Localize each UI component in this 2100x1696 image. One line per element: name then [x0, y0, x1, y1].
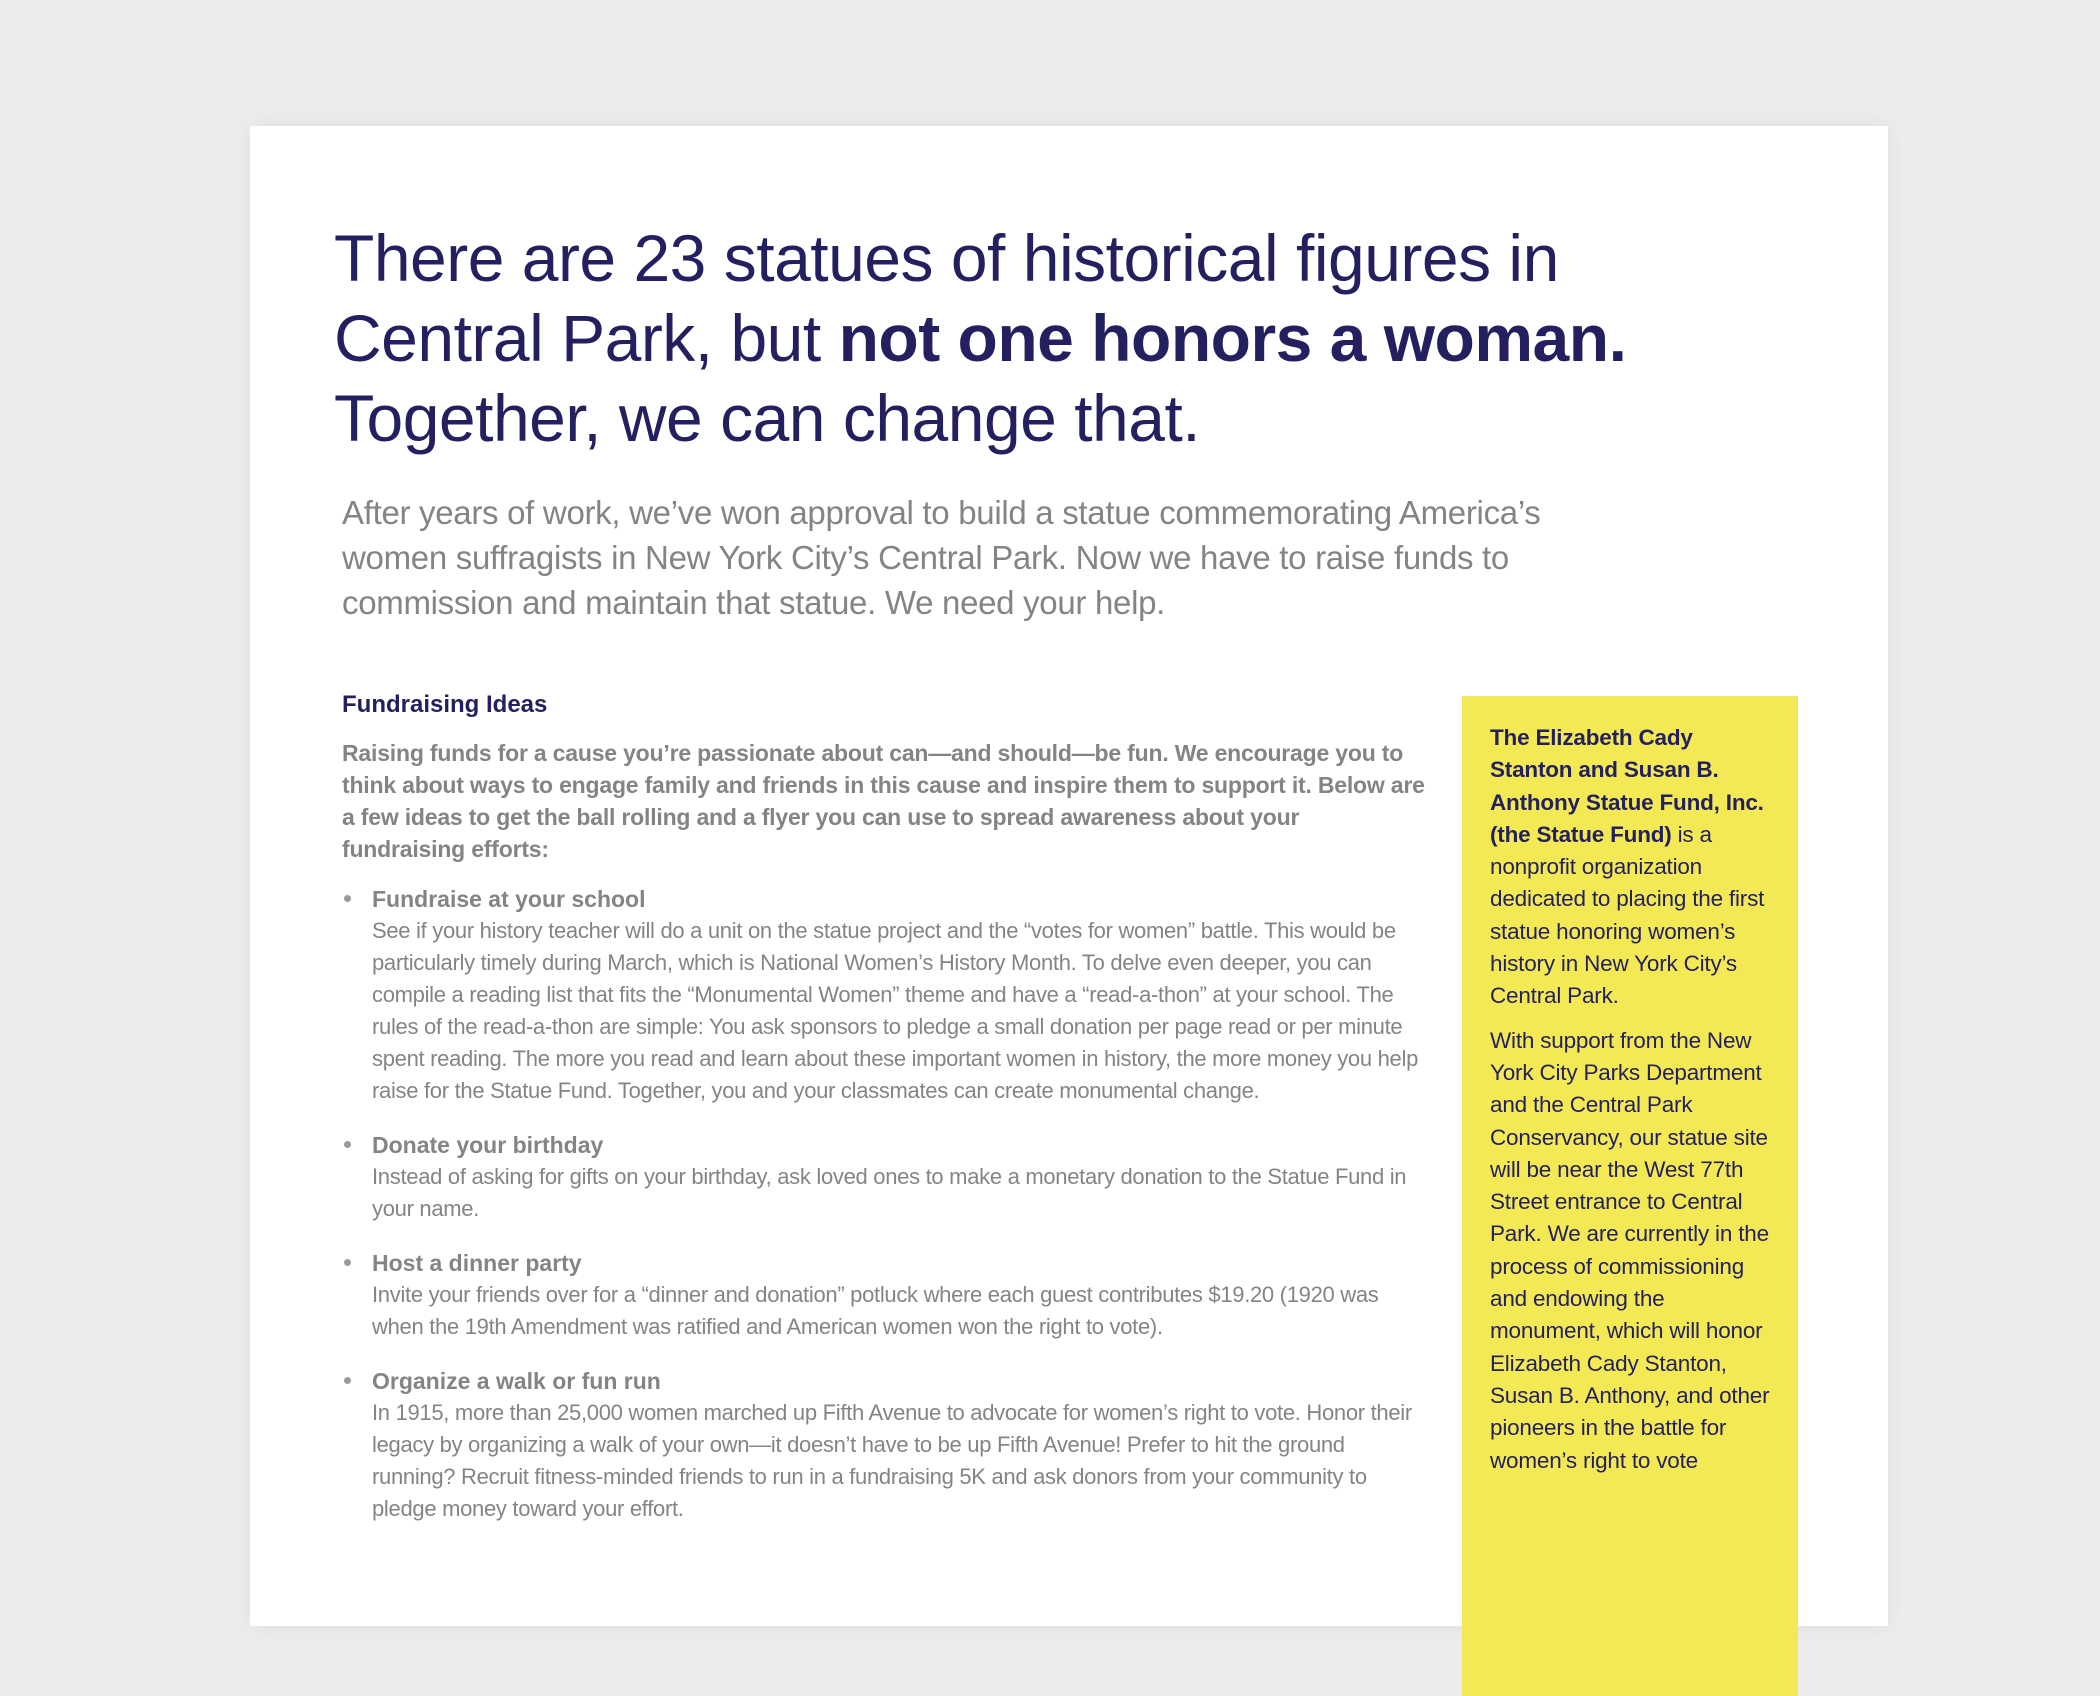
section-title: Fundraising Ideas	[342, 691, 548, 718]
bullet-icon	[344, 1259, 351, 1266]
bullet-icon	[344, 1141, 351, 1148]
idea-text: In 1915, more than 25,000 women marched up Fifth Avenue to advocate for women’s right to vote. Honor their legacy by organizing a walk of your own—it doesn’t have to be up Fifth Avenue! Prefer to hit the ground running? Recruit fitness-minded friends to run in a fundraising 5K and ask donors from your community to pledge money toward your effort.	[372, 1400, 1412, 1521]
headline-tagline: Together, we can change that.	[334, 381, 1201, 455]
statue-fund-sidebar	[1462, 696, 1798, 1696]
sidebar-paragraph: With support from the New York City Parks Department and the Central Park Conservancy, our statue site will be near the West 77th Street entrance to Central Park. We are currently in the process of commissioning and endowing the monument, which will honor Elizabeth Cady Stanton, Susan B. Anthony, and other pioneers in the battle for women’s right to vote	[1490, 1027, 1770, 1473]
idea-item	[342, 883, 1427, 1107]
idea-title: Donate your birthday	[372, 1132, 604, 1158]
idea-item	[342, 1365, 1427, 1525]
intro-paragraph: After years of work, we’ve won approval to build a statue commemorating America’s women suffragists in New York City’s Central Park. Now we have to raise funds to commission and maintain that statue. We need your help.	[342, 494, 1541, 621]
idea-text: Invite your friends over for a “dinner and donation” potluck where each guest contributes $19.20 (1920 was when the 19th Amendment was ratified and American women won the right to vote).	[372, 1282, 1379, 1339]
headline	[334, 218, 1784, 458]
fundraising-section	[342, 691, 1427, 1547]
idea-item	[342, 1247, 1427, 1343]
document-page	[250, 126, 1888, 1626]
idea-text: See if your history teacher will do a unit on the statue project and the “votes for women” battle. This would be particularly timely during March, which is National Women’s History Month. To delve even deeper, you can compile a reading list that fits the “Monumental Women” theme and have a “read-a-thon” at your school. The rules of the read-a-thon are simple: You ask sponsors to pledge a small donation per page read or per minute spent reading. The more you read and learn about these important women in history, the more money you help raise for the Statue Fund. Together, you and your classmates can create monumental change.	[372, 918, 1419, 1103]
idea-title: Fundraise at your school	[372, 886, 646, 912]
idea-title: Host a dinner party	[372, 1250, 582, 1276]
headline-emphasis: not one honors a woman.	[838, 301, 1627, 375]
idea-item	[342, 1129, 1427, 1225]
idea-title: Organize a walk or fun run	[372, 1368, 661, 1394]
bullet-icon	[344, 1377, 351, 1384]
headline-text: There are 23 statues of historical figures in Central Park, but	[334, 221, 1559, 375]
ideas-list	[342, 883, 1427, 1525]
organization-name: The Elizabeth Cady Stanton and Susan B. Anthony Statue Fund, Inc. (the Statue Fund)	[1490, 725, 1764, 847]
bullet-icon	[344, 895, 351, 902]
idea-text: Instead of asking for gifts on your birthday, ask loved ones to make a monetary donation to the Statue Fund in your name.	[372, 1164, 1407, 1221]
lead-paragraph: Raising funds for a cause you’re passionate about can—and should—be fun. We encourage you to think about ways to engage family and friends in this cause and inspire them to support it. Below are a few ideas to get the ball rolling and a flyer you can use to spread awareness about your fundraising efforts:	[342, 740, 1425, 862]
organization-description: is a nonprofit organization dedicated to placing the first statue honoring women’s history in New York City’s Central Park.	[1490, 821, 1765, 1009]
sidebar-paragraph	[1490, 722, 1776, 1013]
